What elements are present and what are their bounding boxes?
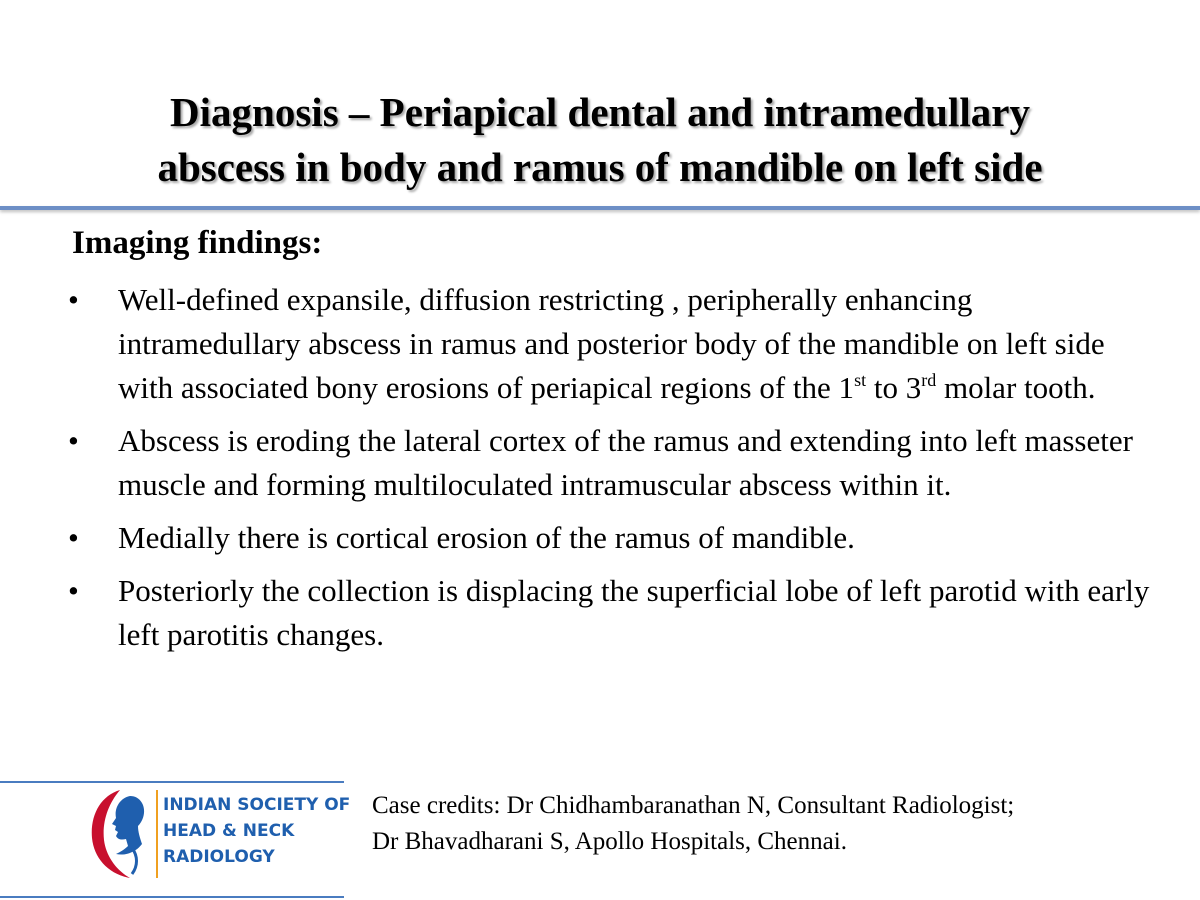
findings-list (68, 278, 1158, 666)
bullet-icon: • (68, 282, 79, 317)
finding-1-text-c: molar tooth. (936, 370, 1096, 405)
finding-3-text: Medially there is cortical erosion of the ramus of mandible. (118, 520, 855, 555)
head-profile-logo-icon (86, 786, 156, 882)
finding-2-text: Abscess is eroding the lateral cortex of the ramus and extending into left masseter muscle and forming multiloculated intramuscular abscess within it. (118, 423, 1133, 502)
finding-4-text: Posteriorly the collection is displacing the superficial lobe of left parotid with early left parotitis changes. (118, 573, 1150, 652)
slide-title-line-2: abscess in body and ramus of mandible on left side (157, 144, 1043, 191)
case-credits-line-1: Case credits: Dr Chidhambaranathan N, Consultant Radiologist; (372, 792, 1015, 819)
title-divider (0, 206, 1200, 210)
logo-divider (156, 790, 158, 878)
logo-text-line-1: INDIAN SOCIETY OF (163, 795, 351, 815)
case-credits (372, 788, 1014, 860)
bullet-icon: • (68, 520, 79, 555)
slide-title-line-1: Diagnosis – Periapical dental and intramedullary (170, 89, 1030, 136)
finding-1-superscript-b: rd (921, 370, 937, 390)
logo-text-line-2: HEAD & NECK (163, 821, 295, 841)
finding-item-4 (68, 569, 1158, 657)
case-credits-line-2: Dr Bhavadharani S, Apollo Hospitals, Chennai. (372, 828, 847, 855)
finding-1-superscript-a: st (854, 370, 867, 390)
finding-1-text-a: Well-defined expansile, diffusion restricting , peripherally enhancing intramedullary abscess in ramus and posterior body of the mandible on left side with associated bony erosions of periapical regions of the 1 (118, 282, 1105, 405)
finding-item-1 (68, 278, 1158, 410)
logo-text (163, 792, 350, 870)
slide-title (40, 85, 1160, 195)
footer-rule-top (0, 781, 344, 783)
finding-item-2 (68, 419, 1158, 507)
finding-item-3 (68, 516, 1158, 560)
finding-1-text-b: to 3 (866, 370, 922, 405)
bullet-icon: • (68, 423, 79, 458)
bullet-icon: • (68, 573, 79, 608)
section-heading: Imaging findings: (72, 225, 323, 261)
footer-rule-bottom (0, 896, 344, 898)
logo-text-line-3: RADIOLOGY (163, 847, 275, 867)
